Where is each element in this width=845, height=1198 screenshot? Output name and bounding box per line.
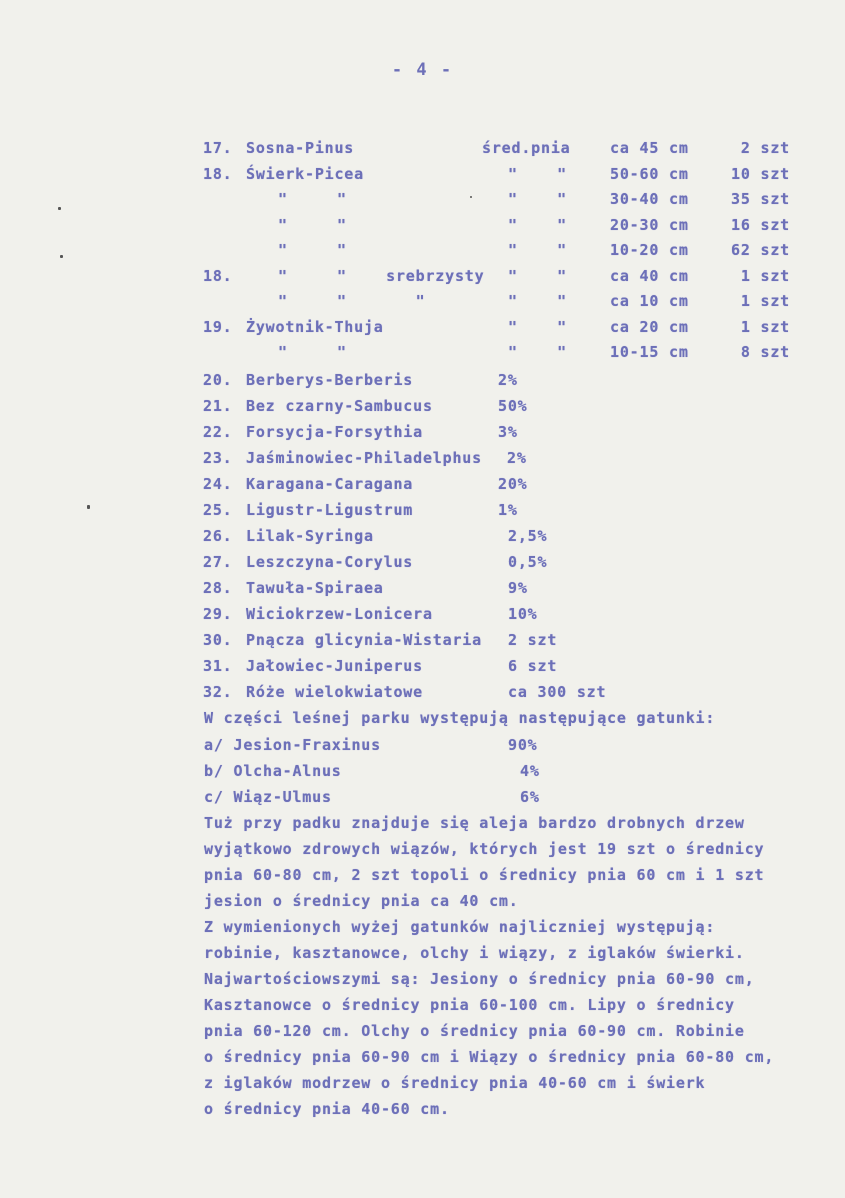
tree-count: 2 szt [740,139,790,157]
trunk-size: ca 40 cm [610,267,689,285]
share-value: ca 300 szt [508,683,607,701]
share-value: 0,5% [508,553,548,571]
row-number: 19. [203,318,233,336]
species-name: Róże wielokwiatowe [246,683,423,701]
share-value: 6 szt [508,657,558,675]
measure-label: " " [508,267,567,285]
paragraph-line: Kasztanowce o średnicy pnia 60-100 cm. Lipy o średnicy [204,996,735,1014]
paragraph-line: wyjątkowo zdrowych wiązów, których jest 19 szt o średnicy [204,840,765,858]
tree-count: 35 szt [731,190,790,208]
share-value: 10% [508,605,538,623]
row-number: 24. [203,475,233,493]
row-number: 26. [203,527,233,545]
measure-label: " " [508,318,567,336]
paragraph-line: pnia 60-80 cm, 2 szt topoli o średnicy pnia 60 cm i 1 szt [204,866,765,884]
scan-speck [87,505,90,509]
tree-count: 10 szt [731,165,790,183]
trunk-size: ca 45 cm [610,139,689,157]
trunk-size: 50-60 cm [610,165,689,183]
page-number: - 4 - [391,60,454,80]
species-name: Pnącza glicynia-Wistaria [246,631,482,649]
species-label: a/ Jesion-Fraxinus [204,736,381,754]
species-name: Sosna-Pinus [246,139,355,157]
tree-count: 1 szt [740,318,790,336]
paragraph-line: Z wymienionych wyżej gatunków najliczniej występują: [204,918,716,936]
tree-count: 62 szt [731,241,790,259]
share-value: 9% [508,579,528,597]
tree-count: 8 szt [740,343,790,361]
paragraph-line: pnia 60-120 cm. Olchy o średnicy pnia 60-90 cm. Robinie [204,1022,745,1040]
paragraph-line: o średnicy pnia 40-60 cm. [204,1100,450,1118]
measure-label: " " [508,241,567,259]
species-name: " " [278,216,347,234]
species-name: Bez czarny-Sambucus [246,397,433,415]
row-number: 31. [203,657,233,675]
forest-intro: W części leśnej parku występują następujące gatunki: [204,709,716,727]
share-value: 90% [508,736,538,754]
share-value: 2% [498,371,518,389]
paragraph-line: robinie, kasztanowce, olchy i wiązy, z iglaków świerki. [204,944,745,962]
measure-label: " " [508,190,567,208]
row-number: 18. [203,267,233,285]
paragraph-line: jesion o średnicy pnia ca 40 cm. [204,892,519,910]
species-name: " " " [278,292,426,310]
species-name: " " srebrzysty [278,267,485,285]
tree-count: 1 szt [740,292,790,310]
measure-label: " " [508,343,567,361]
scan-speck [58,207,61,210]
scan-speck [470,196,472,198]
species-label: b/ Olcha-Alnus [204,762,342,780]
row-number: 17. [203,139,233,157]
share-value: 3% [498,423,518,441]
share-value: 2,5% [508,527,548,545]
species-name: Jałowiec-Juniperus [246,657,423,675]
share-value: 4% [520,762,540,780]
species-name: Lilak-Syringa [246,527,374,545]
share-value: 1% [498,501,518,519]
row-number: 20. [203,371,233,389]
row-number: 27. [203,553,233,571]
species-name: Jaśminowiec-Philadelphus [246,449,482,467]
tree-count: 1 szt [740,267,790,285]
species-name: Karagana-Caragana [246,475,414,493]
paragraph-line: o średnicy pnia 60-90 cm i Wiązy o średnicy pnia 60-80 cm, [204,1048,775,1066]
species-name: Leszczyna-Corylus [246,553,414,571]
share-value: 2% [507,449,527,467]
row-number: 22. [203,423,233,441]
trunk-size: 30-40 cm [610,190,689,208]
species-name: Wiciokrzew-Lonicera [246,605,433,623]
row-number: 30. [203,631,233,649]
row-number: 29. [203,605,233,623]
paragraph-line: Najwartościowszymi są: Jesiony o średnicy pnia 60-90 cm, [204,970,755,988]
species-name: Forsycja-Forsythia [246,423,423,441]
trunk-size: 20-30 cm [610,216,689,234]
trunk-size: ca 10 cm [610,292,689,310]
row-number: 32. [203,683,233,701]
row-number: 28. [203,579,233,597]
share-value: 6% [520,788,540,806]
species-name: " " [278,190,347,208]
measure-label: " " [508,216,567,234]
trunk-size: ca 20 cm [610,318,689,336]
measure-label: " " [508,292,567,310]
share-value: 50% [498,397,528,415]
measure-label: " " [508,165,567,183]
species-name: " " [278,343,347,361]
species-label: c/ Wiąz-Ulmus [204,788,332,806]
share-value: 2 szt [508,631,558,649]
row-number: 21. [203,397,233,415]
species-name: Żywotnik-Thuja [246,318,384,336]
paragraph-line: Tuż przy padku znajduje się aleja bardzo drobnych drzew [204,814,745,832]
row-number: 18. [203,165,233,183]
share-value: 20% [498,475,528,493]
species-name: Świerk-Picea [246,165,364,183]
row-number: 23. [203,449,233,467]
paragraph-line: z iglaków modrzew o średnicy pnia 40-60 cm i świerk [204,1074,706,1092]
row-number: 25. [203,501,233,519]
tree-count: 16 szt [731,216,790,234]
scan-speck [60,255,63,258]
species-name: Tawuła-Spiraea [246,579,384,597]
trunk-size: 10-15 cm [610,343,689,361]
species-name: " " [278,241,347,259]
species-name: Ligustr-Ligustrum [246,501,414,519]
species-name: Berberys-Berberis [246,371,414,389]
trunk-size: 10-20 cm [610,241,689,259]
measure-label: śred.pnia [482,139,571,157]
